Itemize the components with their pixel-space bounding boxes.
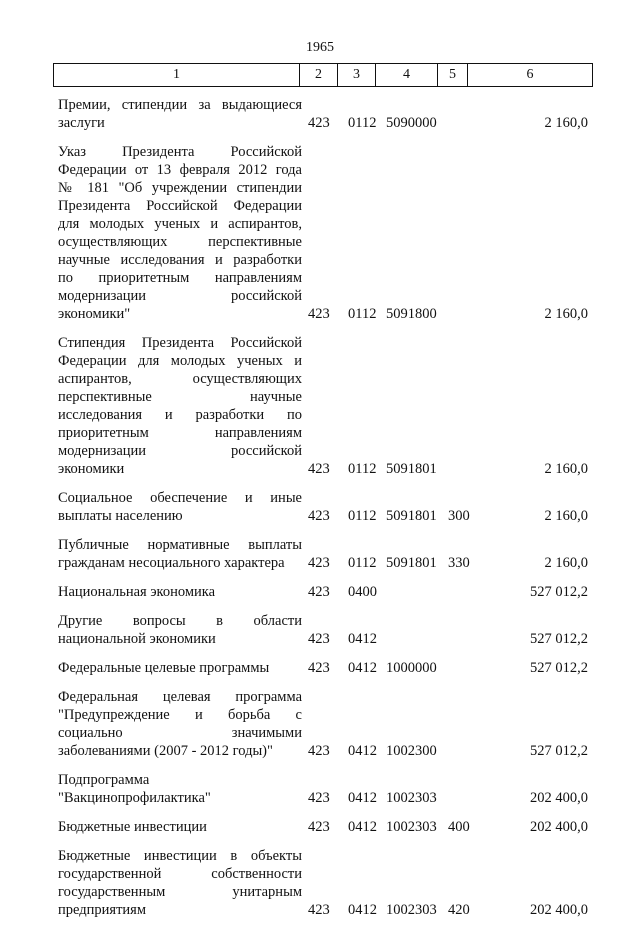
description-line: Федеральные целевые программы [58,660,270,676]
table-row [58,536,588,572]
description-line: экономики [58,461,125,477]
description-line: Указ Президента Российской [58,144,302,160]
description-line: Стипендия Президента Российской [58,335,302,351]
description-line: гражданам несоциального характера [58,555,285,571]
description-line: приоритетным направлениям [58,425,302,441]
row-cell-c3: 0112 [348,461,377,477]
row-cell-c3: 0112 [348,306,377,322]
row-cell-c2: 423 [308,660,330,676]
row-description [58,583,302,601]
row-description [58,536,302,572]
row-cell-c4: 1000000 [386,660,437,676]
row-cell-c3: 0400 [348,584,377,600]
row-cell-c6: 2 160,0 [544,461,588,477]
table-row [58,143,588,323]
table-row [58,96,588,132]
description-line: аспирантов, осуществляющих [58,371,302,387]
row-description [58,771,302,807]
table-row [58,659,588,677]
row-cell-c2: 423 [308,631,330,647]
description-line: Федеральная целевая программа [58,689,302,705]
row-cell-c2: 423 [308,743,330,759]
table-row [58,847,588,919]
row-cell-c6: 527 012,2 [530,631,588,647]
row-cell-c3: 0112 [348,555,377,571]
row-cell-c5: 420 [448,902,470,918]
row-cell-c6: 202 400,0 [530,819,588,835]
description-line: Публичные нормативные выплаты [58,537,302,553]
description-line: Бюджетные инвестиции в объекты [58,848,302,864]
table-row [58,818,588,836]
row-cell-c6: 202 400,0 [530,902,588,918]
page-number: 1965 [306,40,334,55]
row-description [58,847,302,919]
row-cell-c2: 423 [308,306,330,322]
table-row [58,583,588,601]
row-cell-c4: 5091800 [386,306,437,322]
row-cell-c3: 0412 [348,743,377,759]
row-description [58,143,302,323]
row-description [58,334,302,478]
description-line: перспективные научные [58,389,302,405]
row-cell-c2: 423 [308,555,330,571]
row-description [58,659,302,677]
row-cell-c4: 5090000 [386,115,437,131]
description-line: Федерации для молодых ученых и [58,353,302,369]
row-cell-c6: 2 160,0 [544,306,588,322]
description-line: осуществляющих перспективные [58,234,302,250]
column-header-1: 1 [54,64,300,87]
description-line: для молодых ученых и аспирантов, [58,216,302,232]
description-line: национальной экономики [58,631,216,647]
row-cell-c5: 330 [448,555,470,571]
row-cell-c2: 423 [308,115,330,131]
description-line: Премии, стипендии за выдающиеся [58,97,302,113]
row-cell-c3: 0412 [348,819,377,835]
description-line: по приоритетным направлениям [58,270,302,286]
row-cell-c2: 423 [308,790,330,806]
description-line: Федерации от 13 февраля 2012 года [58,162,302,178]
row-cell-c6: 527 012,2 [530,660,588,676]
description-line: "Вакцинопрофилактика" [58,790,211,806]
table-row [58,688,588,760]
row-cell-c2: 423 [308,819,330,835]
row-cell-c6: 202 400,0 [530,790,588,806]
row-cell-c6: 2 160,0 [544,555,588,571]
row-cell-c4: 1002303 [386,902,437,918]
row-cell-c3: 0412 [348,790,377,806]
row-cell-c4: 1002303 [386,819,437,835]
row-cell-c5: 400 [448,819,470,835]
table-row [58,612,588,648]
description-line: модернизации российской [58,288,302,304]
budget-table-body [58,96,588,930]
row-cell-c2: 423 [308,902,330,918]
description-line: Другие вопросы в области [58,613,302,629]
description-line: социально значимыми [58,725,302,741]
description-line: Президента Российской Федерации [58,198,302,214]
description-line: Социальное обеспечение и иные [58,490,302,506]
row-cell-c2: 423 [308,461,330,477]
row-cell-c2: 423 [308,508,330,524]
description-line: заслуги [58,115,105,131]
row-cell-c4: 1002300 [386,743,437,759]
row-cell-c6: 2 160,0 [544,508,588,524]
table-row [58,489,588,525]
description-line: предприятиям [58,902,147,918]
table-row [58,334,588,478]
description-line: выплаты населению [58,508,183,524]
table-row [58,771,588,807]
description-line: государственной собственности [58,866,302,882]
row-cell-c2: 423 [308,584,330,600]
description-line: Национальная экономика [58,584,216,600]
row-cell-c3: 0412 [348,902,377,918]
column-header-2: 2 [300,64,338,87]
row-description [58,96,302,132]
column-header-5: 5 [438,64,468,87]
row-cell-c6: 527 012,2 [530,743,588,759]
row-description [58,612,302,648]
row-cell-c6: 2 160,0 [544,115,588,131]
description-line: государственным унитарным [58,884,302,900]
row-cell-c5: 300 [448,508,470,524]
row-cell-c3: 0412 [348,631,377,647]
description-line: научные исследования и разработки [58,252,302,268]
row-cell-c4: 1002303 [386,790,437,806]
row-cell-c4: 5091801 [386,555,437,571]
description-line: № 181 "Об учреждении стипендии [58,180,302,196]
row-cell-c3: 0112 [348,115,377,131]
description-line: Подпрограмма [58,772,150,788]
row-description [58,688,302,760]
column-header-4: 4 [376,64,438,87]
description-line: экономики" [58,306,131,322]
description-line: исследования и разработки по [58,407,302,423]
column-header-3: 3 [338,64,376,87]
column-header-6: 6 [468,64,593,87]
row-cell-c4: 5091801 [386,461,437,477]
row-description [58,489,302,525]
column-header-table [53,63,593,87]
row-cell-c3: 0412 [348,660,377,676]
description-line: Бюджетные инвестиции [58,819,207,835]
description-line: заболеваниями (2007 - 2012 годы)" [58,743,273,759]
description-line: модернизации российской [58,443,302,459]
row-description [58,818,302,836]
row-cell-c3: 0112 [348,508,377,524]
row-cell-c6: 527 012,2 [530,584,588,600]
row-cell-c4: 5091801 [386,508,437,524]
column-header-row [54,64,593,87]
description-line: "Предупреждение и борьба с [58,707,302,723]
